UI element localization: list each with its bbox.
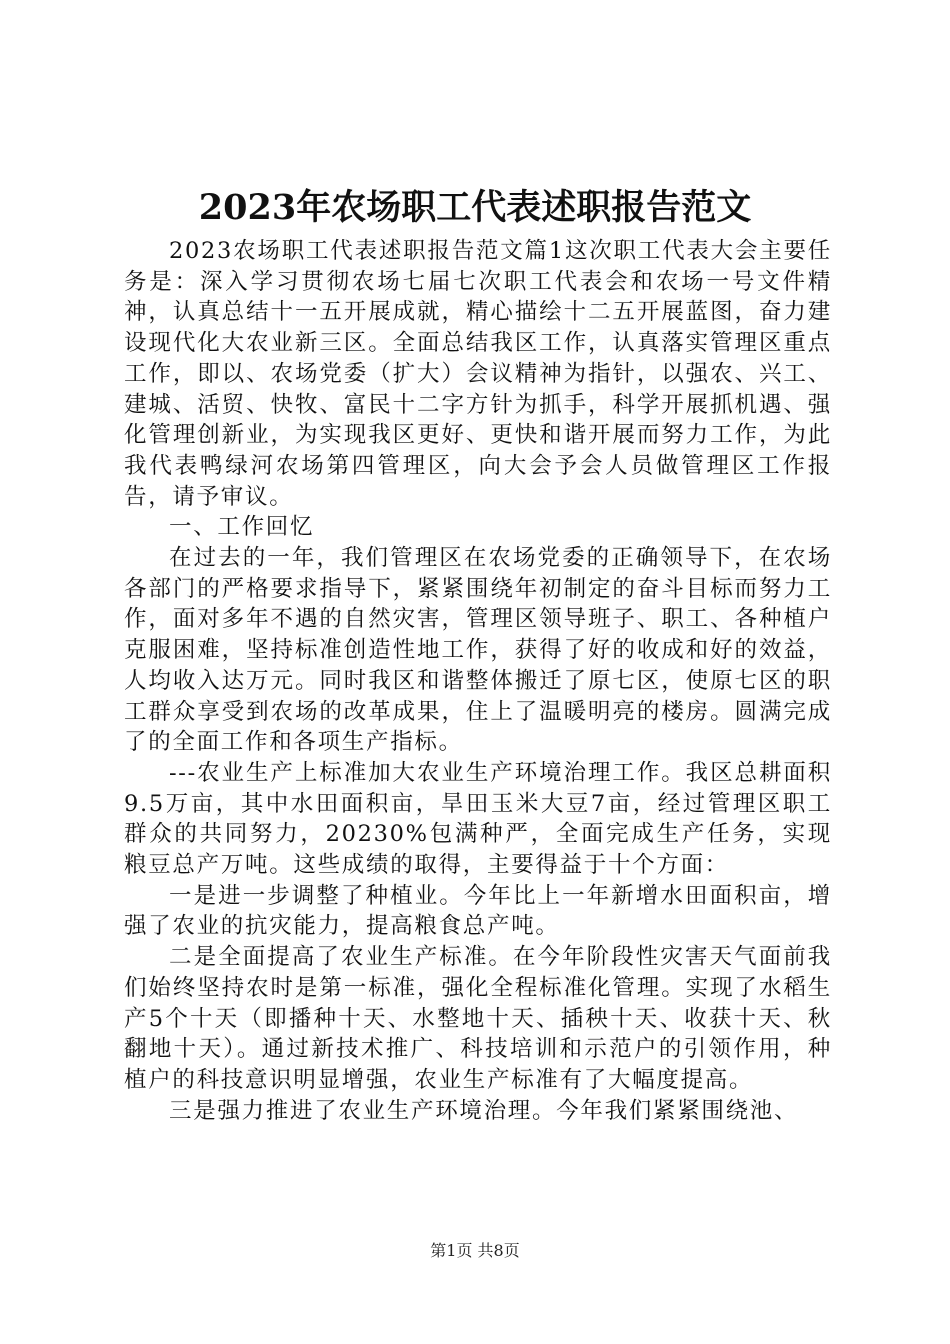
paragraph: 一是进一步调整了种植业。今年比上一年新增水田面积亩，增强了农业的抗灾能力，提高粮食总产吨。 <box>124 882 832 940</box>
document-body <box>124 236 832 1126</box>
paragraph: ---农业生产上标准加大农业生产环境治理工作。我区总耕面积9.5万亩，其中水田面积亩，旱田玉米大豆7亩，经过管理区职工群众的共同努力，20230%包满种严，全面完成生产任务，实现粮豆总产万吨。这些成绩的取得，主要得益于十个方面： <box>124 759 832 879</box>
page-number-footer: 第1页 共8页 <box>430 1241 520 1260</box>
paragraph: 二是全面提高了农业生产标准。在今年阶段性灾害天气面前我们始终坚持农时是第一标准，强化全程标准化管理。实现了水稻生产5个十天（即播种十天、水整地十天、插秧十天、收获十天、秋翻地十天）。通过新技术推广、科技培训和示范户的引领作用，种植户的科技意识明显增强，农业生产标准有了大幅度提高。 <box>124 944 832 1093</box>
paragraph: 三是强力推进了农业生产环境治理。今年我们紧紧围绕池、 <box>169 1097 799 1124</box>
document-title: 2023年农场职工代表述职报告范文 <box>198 187 752 228</box>
section-heading: 一、工作回忆 <box>169 514 315 541</box>
paragraph: 在过去的一年，我们管理区在农场党委的正确领导下，在农场各部门的严格要求指导下，紧紧围绕年初制定的奋斗目标而努力工作，面对多年不遇的自然灾害，管理区领导班子、职工、各种植户克服困难，坚持标准创造性地工作，获得了好的收成和好的效益，人均收入达万元。同时我区和谐整体搬迁了原七区，使原七区的职工群众享受到农场的改革成果，住上了温暖明亮的楼房。圆满完成了的全面工作和各项生产指标。 <box>124 545 832 756</box>
paragraph: 2023农场职工代表述职报告范文篇1这次职工代表大会主要任务是：深入学习贯彻农场七届七次职工代表会和农场一号文件精神，认真总结十一五开展成就，精心描绘十二五开展蓝图，奋力建设现代化大农业新三区。全面总结我区工作，认真落实管理区重点工作，即以、农场党委（扩大）会议精神为指针，以强农、兴工、建城、活贸、快牧、富民十二字方针为抓手，科学开展抓机遇、强化管理创新业，为实现我区更好、更快和谐开展而努力工作，为此我代表鸭绿河农场第四管理区，向大会予会人员做管理区工作报告，请予审议。 <box>124 238 832 510</box>
